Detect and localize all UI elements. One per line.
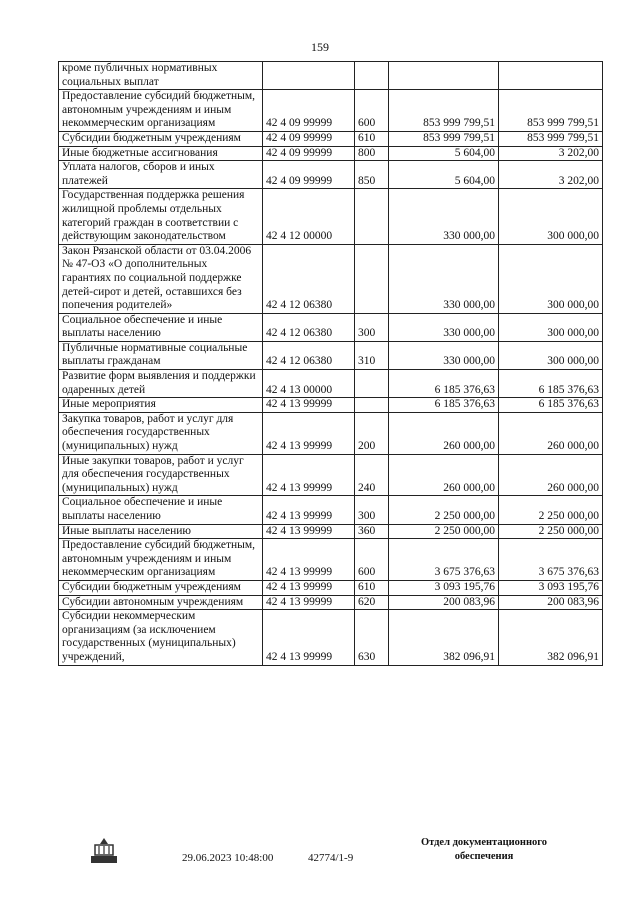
table-row [59, 62, 603, 90]
footer-datetime: 29.06.2023 10:48:00 [182, 852, 274, 864]
cell-v1: 330 000,00 [389, 313, 499, 341]
cell-v2: 853 999 799,51 [499, 90, 603, 132]
cell-code: 42 4 13 99999 [263, 580, 355, 595]
department-stamp [404, 836, 564, 864]
cell-name: Субсидии бюджетным учреждениям [59, 580, 263, 595]
cell-vr: 600 [355, 539, 389, 581]
footer-doc-number: 42774/1-9 [308, 852, 354, 864]
stamp-line-1: Отдел документационного [420, 837, 548, 848]
cell-v1: 200 083,96 [389, 595, 499, 610]
table-row [59, 90, 603, 132]
cell-v1: 260 000,00 [389, 454, 499, 496]
budget-table-body [59, 62, 603, 666]
cell-v1: 853 999 799,51 [389, 131, 499, 146]
cell-v1: 260 000,00 [389, 412, 499, 454]
cell-v1: 2 250 000,00 [389, 496, 499, 524]
cell-code: 42 4 09 99999 [263, 90, 355, 132]
cell-v2: 3 202,00 [499, 161, 603, 189]
cell-v2: 6 185 376,63 [499, 398, 603, 413]
cell-name: Развитие форм выявления и поддержки одаренных детей [59, 370, 263, 398]
table-row [59, 398, 603, 413]
table-row [59, 610, 603, 665]
table-row [59, 539, 603, 581]
cell-vr: 300 [355, 496, 389, 524]
table-row [59, 580, 603, 595]
cell-v2: 260 000,00 [499, 454, 603, 496]
cell-code: 42 4 12 06380 [263, 313, 355, 341]
cell-name: Закупка товаров, работ и услуг для обеспечения государственных (муниципальных) нужд [59, 412, 263, 454]
seal-icon [86, 836, 122, 864]
cell-v1: 330 000,00 [389, 189, 499, 244]
cell-name: Социальное обеспечение и иные выплаты населению [59, 313, 263, 341]
table-row [59, 313, 603, 341]
cell-v1: 5 604,00 [389, 161, 499, 189]
cell-v2: 300 000,00 [499, 313, 603, 341]
cell-code: 42 4 13 99999 [263, 539, 355, 581]
cell-vr: 610 [355, 580, 389, 595]
cell-v2: 6 185 376,63 [499, 370, 603, 398]
cell-v2: 200 083,96 [499, 595, 603, 610]
cell-v2: 2 250 000,00 [499, 496, 603, 524]
cell-code: 42 4 13 99999 [263, 398, 355, 413]
cell-code: 42 4 09 99999 [263, 131, 355, 146]
cell-name: Иные закупки товаров, работ и услуг для обеспечения государственных (муниципальных) нужд [59, 454, 263, 496]
cell-v2 [499, 62, 603, 90]
cell-vr: 360 [355, 524, 389, 539]
stamp-line-2: обеспечения [454, 851, 514, 862]
page-number: 159 [311, 40, 329, 54]
table-row [59, 161, 603, 189]
cell-vr [355, 398, 389, 413]
cell-v2: 300 000,00 [499, 244, 603, 313]
cell-name: Государственная поддержка решения жилищной проблемы отдельных категорий граждан в соответствии с действующим законодательством [59, 189, 263, 244]
cell-v2: 260 000,00 [499, 412, 603, 454]
cell-v2: 3 675 376,63 [499, 539, 603, 581]
cell-code: 42 4 13 00000 [263, 370, 355, 398]
cell-v2: 2 250 000,00 [499, 524, 603, 539]
cell-name: Закон Рязанской области от 03.04.2006 № 47-ОЗ «О дополнительных гарантиях по социальной поддержке детей-сирот и детей, оставшихся без попечения родителей» [59, 244, 263, 313]
cell-code: 42 4 13 99999 [263, 524, 355, 539]
cell-name: Иные выплаты населению [59, 524, 263, 539]
cell-code [263, 62, 355, 90]
cell-v1: 853 999 799,51 [389, 90, 499, 132]
table-row [59, 341, 603, 369]
cell-v1: 5 604,00 [389, 146, 499, 161]
cell-code: 42 4 09 99999 [263, 161, 355, 189]
table-row [59, 131, 603, 146]
table-row [59, 189, 603, 244]
cell-name: Предоставление субсидий бюджетным, автономным учреждениям и иным некоммерческим организациям [59, 539, 263, 581]
cell-v1: 3 093 195,76 [389, 580, 499, 595]
cell-v1: 382 096,91 [389, 610, 499, 665]
cell-vr [355, 244, 389, 313]
cell-name: Социальное обеспечение и иные выплаты населению [59, 496, 263, 524]
cell-vr [355, 62, 389, 90]
cell-vr: 300 [355, 313, 389, 341]
cell-v2: 3 093 195,76 [499, 580, 603, 595]
cell-vr: 850 [355, 161, 389, 189]
cell-v1: 330 000,00 [389, 341, 499, 369]
cell-vr [355, 189, 389, 244]
budget-table [58, 61, 603, 666]
cell-v1: 3 675 376,63 [389, 539, 499, 581]
cell-name: Предоставление субсидий бюджетным, автономным учреждениям и иным некоммерческим организациям [59, 90, 263, 132]
cell-name: кроме публичных нормативных социальных выплат [59, 62, 263, 90]
cell-name: Субсидии автономным учреждениям [59, 595, 263, 610]
table-row [59, 244, 603, 313]
cell-code: 42 4 13 99999 [263, 610, 355, 665]
cell-vr: 600 [355, 90, 389, 132]
cell-name: Иные мероприятия [59, 398, 263, 413]
cell-code: 42 4 13 99999 [263, 595, 355, 610]
cell-code: 42 4 09 99999 [263, 146, 355, 161]
cell-v1: 330 000,00 [389, 244, 499, 313]
table-row [59, 146, 603, 161]
table-row [59, 412, 603, 454]
cell-vr: 310 [355, 341, 389, 369]
cell-vr: 800 [355, 146, 389, 161]
cell-v2: 853 999 799,51 [499, 131, 603, 146]
cell-v2: 300 000,00 [499, 341, 603, 369]
cell-v1 [389, 62, 499, 90]
cell-v2: 382 096,91 [499, 610, 603, 665]
table-row [59, 595, 603, 610]
cell-vr: 630 [355, 610, 389, 665]
cell-v2: 300 000,00 [499, 189, 603, 244]
cell-vr [355, 370, 389, 398]
cell-code: 42 4 12 06380 [263, 341, 355, 369]
cell-vr: 240 [355, 454, 389, 496]
cell-name: Публичные нормативные социальные выплаты гражданам [59, 341, 263, 369]
table-row [59, 454, 603, 496]
cell-vr: 200 [355, 412, 389, 454]
cell-v2: 3 202,00 [499, 146, 603, 161]
cell-v1: 2 250 000,00 [389, 524, 499, 539]
table-row [59, 524, 603, 539]
cell-v1: 6 185 376,63 [389, 398, 499, 413]
cell-vr: 620 [355, 595, 389, 610]
cell-name: Иные бюджетные ассигнования [59, 146, 263, 161]
cell-code: 42 4 12 06380 [263, 244, 355, 313]
cell-name: Уплата налогов, сборов и иных платежей [59, 161, 263, 189]
cell-name: Субсидии некоммерческим организациям (за исключением государственных (муниципальных) учреждений, [59, 610, 263, 665]
cell-code: 42 4 13 99999 [263, 454, 355, 496]
table-row [59, 496, 603, 524]
cell-code: 42 4 13 99999 [263, 496, 355, 524]
cell-code: 42 4 12 00000 [263, 189, 355, 244]
cell-name: Субсидии бюджетным учреждениям [59, 131, 263, 146]
table-row [59, 370, 603, 398]
cell-v1: 6 185 376,63 [389, 370, 499, 398]
cell-code: 42 4 13 99999 [263, 412, 355, 454]
cell-vr: 610 [355, 131, 389, 146]
